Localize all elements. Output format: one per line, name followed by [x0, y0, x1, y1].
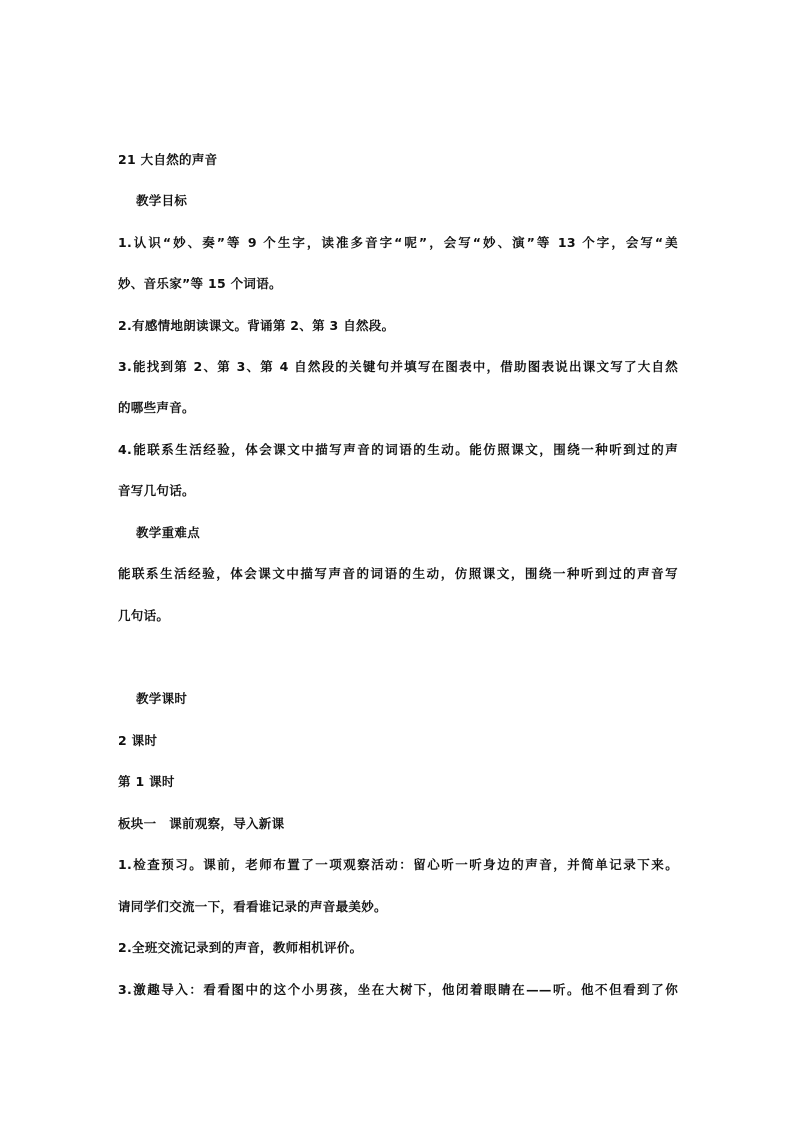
step-2: 2.全班交流记录到的声音，教师相机评价。 [118, 940, 363, 955]
keypoints-line-2: 几句话。 [118, 608, 170, 623]
goal-4-line-1: 4.能联系生活经验，体会课文中描写声音的词语的生动。能仿照课文，围绕一种听到过的声 [118, 442, 678, 457]
goal-3-line-1: 3.能找到第 2、第 3、第 4 自然段的关键句并填写在图表中，借助图表说出课文写了大自然 [118, 359, 678, 374]
goal-2: 2.有感情地朗读课文。背诵第 2、第 3 自然段。 [118, 318, 395, 333]
goal-1-line-2: 妙、音乐家”等 15 个词语。 [118, 276, 282, 291]
section-heading-periods: 教学课时 [136, 691, 188, 706]
step-1-line-2: 请同学们交流一下，看看谁记录的声音最美妙。 [118, 899, 387, 914]
goal-3-line-2: 的哪些声音。 [118, 400, 195, 415]
goal-1-line-1: 1.认识“妙、奏”等 9 个生字，读准多音字“呢”，会写“妙、演”等 13 个字，会写“美 [118, 235, 678, 250]
goal-4-line-2: 音写几句话。 [118, 483, 195, 498]
keypoints-line-1: 能联系生活经验，体会课文中描写声音的词语的生动，仿照课文，围绕一种听到过的声音写 [118, 566, 678, 581]
block-1-heading: 板块一 课前观察，导入新课 [118, 816, 285, 831]
lesson-title: 21 大自然的声音 [118, 152, 218, 167]
section-heading-keypoints: 教学重难点 [136, 525, 201, 540]
step-3-line-1: 3.激趣导入：看看图中的这个小男孩，坐在大树下，他闭着眼睛在——听。他不但看到了你 [118, 982, 678, 997]
periods-value: 2 课时 [118, 733, 158, 748]
section-heading-goals: 教学目标 [136, 193, 188, 208]
period-1-heading: 第 1 课时 [118, 774, 175, 789]
step-1-line-1: 1.检查预习。课前，老师布置了一项观察活动：留心听一听身边的声音，并简单记录下来。 [118, 857, 678, 872]
